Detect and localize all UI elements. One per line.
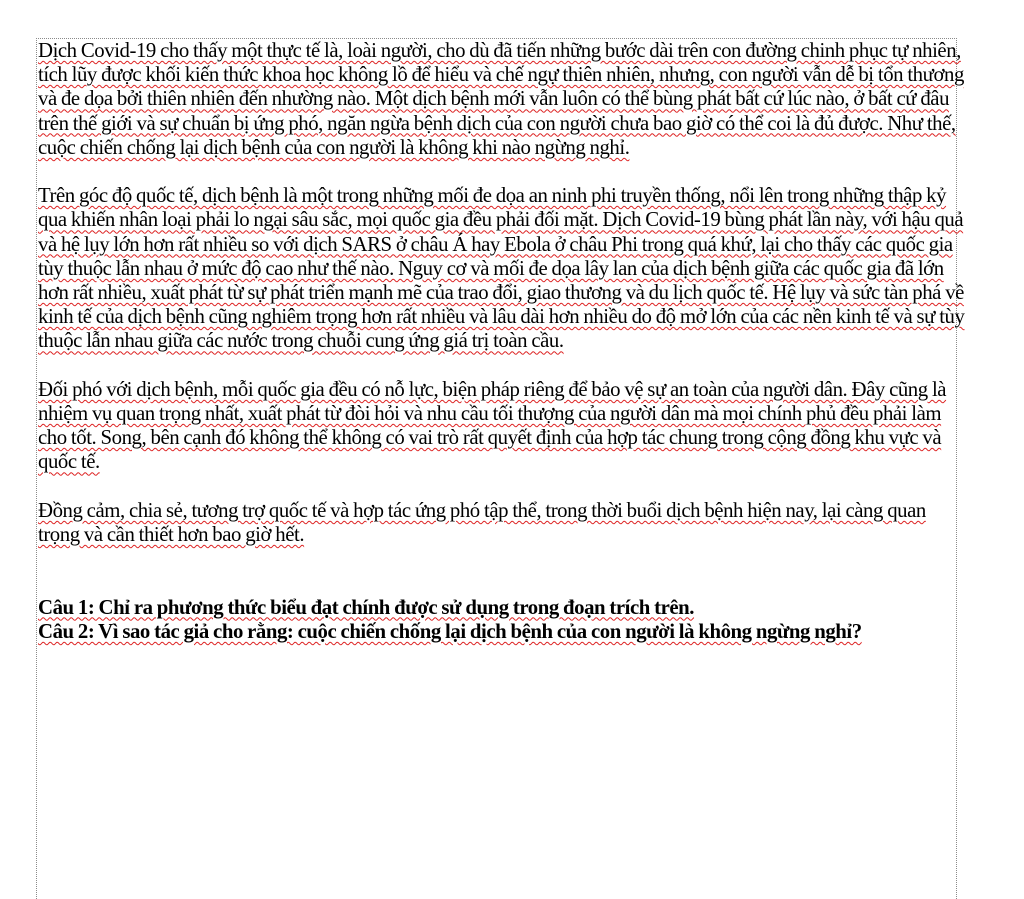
paragraph-2: Trên góc độ quốc tế, dịch bệnh là một trong những mối đe dọa an ninh phi truyền thống, nổi lên trong những thập kỷ qua khiến nhân loại phải lo ngại sâu sắc, mọi quốc gia đều phải đối mặt. Dịch Covid-19 bùng phát lần này, với hậu quả và hệ lụy lớn hơn rất nhiều so với dịch SARS ở châu Á hay Ebola ở châu Phi trong quá khứ, lại cho thấy các quốc gia tùy thuộc lẫn nhau ở mức độ cao như thế nào. Nguy cơ và mối đe dọa lây lan của dịch bệnh giữa các quốc gia đã lớn hơn rất nhiều, xuất phát từ sự phát triển mạnh mẽ của trao đổi, giao thương và du lịch quốc tế. Hệ lụy và sức tàn phá về kinh tế của dịch bệnh cũng nghiêm trọng hơn rất nhiều và lâu dài hơn nhiều do độ mở lớn của các nền kinh tế và sự tùy thuộc lẫn nhau giữa các nước trong chuỗi cung ứng giá trị toàn cầu. bbox=[38, 184, 965, 353]
blank-line bbox=[38, 571, 968, 595]
question-1: Câu 1: Chỉ ra phương thức biểu đạt chính được sử dụng trong đoạn trích trên. bbox=[38, 595, 695, 619]
paragraph-1: Dịch Covid-19 cho thấy một thực tế là, loài người, cho dù đã tiến những bước dài trên con đường chinh phục tự nhiên, tích lũy được khối kiến thức khoa học không lồ để hiểu và chế ngự thiên nhiên, nhưng, con người vẫn dễ bị tổn thương và đe dọa bởi thiên nhiên đến nhường nào. Một dịch bệnh mới vẫn luôn có thể bùng phát bất cứ lúc nào, ở bất cứ đâu trên thế giới và sự chuẩn bị ứng phó, ngăn ngừa bệnh dịch của con người chưa bao giờ có thể coi là đủ được. Như thế, cuộc chiến chống lại dịch bệnh của con người là không khi nào ngừng nghỉ. bbox=[38, 39, 964, 159]
document-page bbox=[36, 38, 965, 899]
question-2: Câu 2: Vì sao tác giả cho rằng: cuộc chiến chống lại dịch bệnh của con người là không ngừng nghỉ? bbox=[38, 619, 862, 643]
paragraph-4: Đồng cảm, chia sẻ, tương trợ quốc tế và hợp tác ứng phó tập thể, trong thời buổi dịch bệnh hiện nay, lại càng quan trọng và cần thiết hơn bao giờ hết. bbox=[38, 498, 926, 547]
paragraph-3: Đối phó với dịch bệnh, mỗi quốc gia đều có nỗ lực, biện pháp riêng để bảo vệ sự an toàn của người dân. Đây cũng là nhiệm vụ quan trọng nhất, xuất phát từ đòi hỏi và nhu cầu tối thượng của người dân mà mọi chính phủ đều phải làm cho tốt. Song, bên cạnh đó không thể không có vai trò rất quyết định của hợp tác chung trong cộng đồng khu vực và quốc tế. bbox=[38, 377, 947, 474]
document-body[interactable] bbox=[38, 39, 968, 644]
